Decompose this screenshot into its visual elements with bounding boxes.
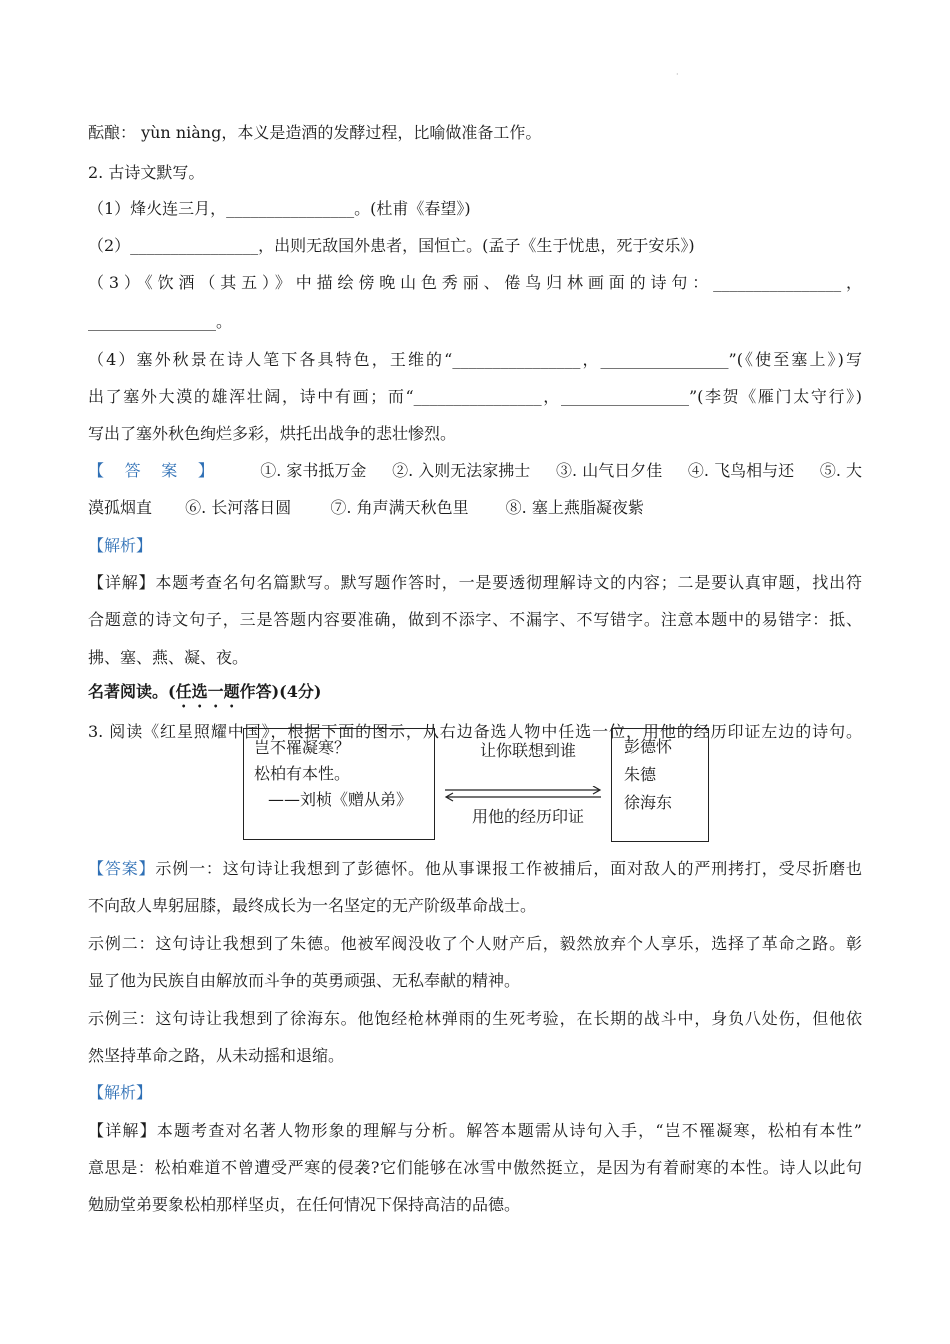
poem-box bbox=[243, 728, 435, 840]
poem-diagram bbox=[243, 728, 709, 844]
section-prefix: 名著阅读。( bbox=[88, 682, 176, 701]
section-suffix: 作答)(4分) bbox=[239, 682, 322, 701]
q3-answer-1-cont: 不向敌人卑躬屈膝，最终成长为一名坚定的无产阶级革命战士。 bbox=[88, 896, 537, 915]
q2-item-4-line3: 写出了塞外秋色绚烂多彩，烘托出战争的悲壮惨烈。 bbox=[88, 424, 457, 443]
q2-detail-1: 【详解】本题考查名句名篇默写。默写题作答时，一是要透彻理解诗文的内容；二是要认真审题，找出符 bbox=[88, 573, 862, 592]
section-emphasis: 任选一题 bbox=[175, 682, 240, 701]
people-box bbox=[611, 728, 709, 842]
answer-tag: 【答案】 bbox=[88, 859, 156, 878]
answer-item: ⑤. 大 bbox=[819, 461, 863, 480]
answer-item: ⑧. 塞上燕脂凝夜紫 bbox=[505, 498, 644, 517]
answer-item: ①. 家书抵万金 bbox=[260, 461, 367, 480]
poem-line-2: 松柏有本性。 bbox=[254, 764, 351, 783]
answer-item: ⑦. 角声满天秋色里 bbox=[330, 498, 469, 517]
person-option: 徐海东 bbox=[624, 793, 673, 812]
q3-answer-2-cont: 显了他为民族自由解放而斗争的英勇顽强、无私奉献的精神。 bbox=[88, 971, 521, 990]
answer-item: 漠孤烟直 bbox=[88, 498, 153, 517]
q2-item-4: （4）塞外秋景在诗人笔下各具特色，王维的“________________，________________”(《使至塞上》)写 bbox=[88, 350, 862, 369]
q2-item-4-line2: 出了塞外大漠的雄浑壮阔，诗中有画；而“________________，________________”(李贺《雁门太守行》) bbox=[88, 387, 862, 406]
person-option: 彭德怀 bbox=[624, 737, 673, 756]
answer-item: ⑥. 长河落日圆 bbox=[185, 498, 292, 517]
answer-text: 示例一：这句诗让我想到了彭德怀。他从事课报工作被捕后，面对敌人的严刑拷打，受尽折磨也 bbox=[155, 859, 862, 878]
q3-answer-3: 示例三：这句诗让我想到了徐海东。他饱经枪林弹雨的生死考验，在长期的战斗中，身负八处伤，但他依 bbox=[88, 1009, 862, 1028]
q3-analysis-tag: 【解析】 bbox=[88, 1083, 153, 1102]
q2-detail-2: 合题意的诗文句子，三是答题内容要准确，做到不添字、不漏字、不写错字。注意本题中的易错字：抵、 bbox=[88, 610, 862, 629]
q3-title: 3. 阅读《红星照耀中国》，根据下面的图示，从右边备选人物中任选一位，用他的经历印证左边的诗句。 bbox=[88, 722, 862, 741]
poem-line-1: 岂不罹凝寒？ bbox=[254, 738, 351, 757]
q3-detail-3: 勉励堂弟要象松柏那样坚贞，在任何情况下保持高洁的品德。 bbox=[88, 1195, 521, 1214]
answer-item: ②. 入则无法家拂士 bbox=[392, 461, 531, 480]
double-arrow-icon bbox=[443, 786, 603, 802]
q3-detail-1: 【详解】本题考查对名著人物形象的理解与分析。解答本题需从诗句入手，“岂不罹凝寒，松柏有本性” bbox=[88, 1121, 862, 1140]
answer-item: ③. 山气日夕佳 bbox=[556, 461, 663, 480]
vocab-note: 酝酿： yùn niàng，本义是造酒的发酵过程，比喻做准备工作。 bbox=[88, 123, 542, 142]
arrow-label-bottom: 用他的经历印证 bbox=[471, 807, 584, 826]
q3-answer-1 bbox=[88, 858, 862, 880]
person-option: 朱德 bbox=[624, 765, 657, 784]
corner-dot: · bbox=[676, 70, 679, 79]
q2-item-3-cont: ________________。 bbox=[88, 312, 233, 331]
answer-tag: 【答案】 bbox=[88, 461, 235, 480]
arrow-label-top: 让你联想到谁 bbox=[479, 741, 576, 760]
q2-item-3: （3）《饮酒（其五）》中描绘傍晚山色秀丽、倦鸟归林画面的诗句：________________， bbox=[88, 273, 862, 292]
q2-answer-line1 bbox=[88, 460, 862, 482]
q2-answer-line2 bbox=[88, 497, 644, 519]
q3-answer-3-cont: 然坚持革命之路，从未动摇和退缩。 bbox=[88, 1046, 345, 1065]
q2-detail-3: 拂、塞、燕、凝、夜。 bbox=[88, 648, 249, 667]
q2-item-2: （2）________________，出则无敌国外患者，国恒亡。(孟子《生于忧患，死于安乐》) bbox=[88, 236, 695, 255]
poem-source: ——刘桢《赠从弟》 bbox=[268, 790, 413, 809]
answer-item: ④. 飞鸟相与还 bbox=[687, 461, 795, 480]
q3-answer-2: 示例二：这句诗让我想到了朱德。他被军阀没收了个人财产后，毅然放弃个人享乐，选择了革命之路。彰 bbox=[88, 934, 862, 953]
section-heading bbox=[88, 681, 321, 711]
q2-title: 2. 古诗文默写。 bbox=[88, 163, 205, 182]
q2-analysis-tag: 【解析】 bbox=[88, 536, 153, 555]
q2-item-1: （1）烽火连三月，________________。(杜甫《春望》) bbox=[88, 199, 471, 218]
q3-detail-2: 意思是：松柏难道不曾遭受严寒的侵袭?它们能够在冰雪中傲然挺立，是因为有着耐寒的本性。诗人以此句 bbox=[88, 1158, 862, 1177]
